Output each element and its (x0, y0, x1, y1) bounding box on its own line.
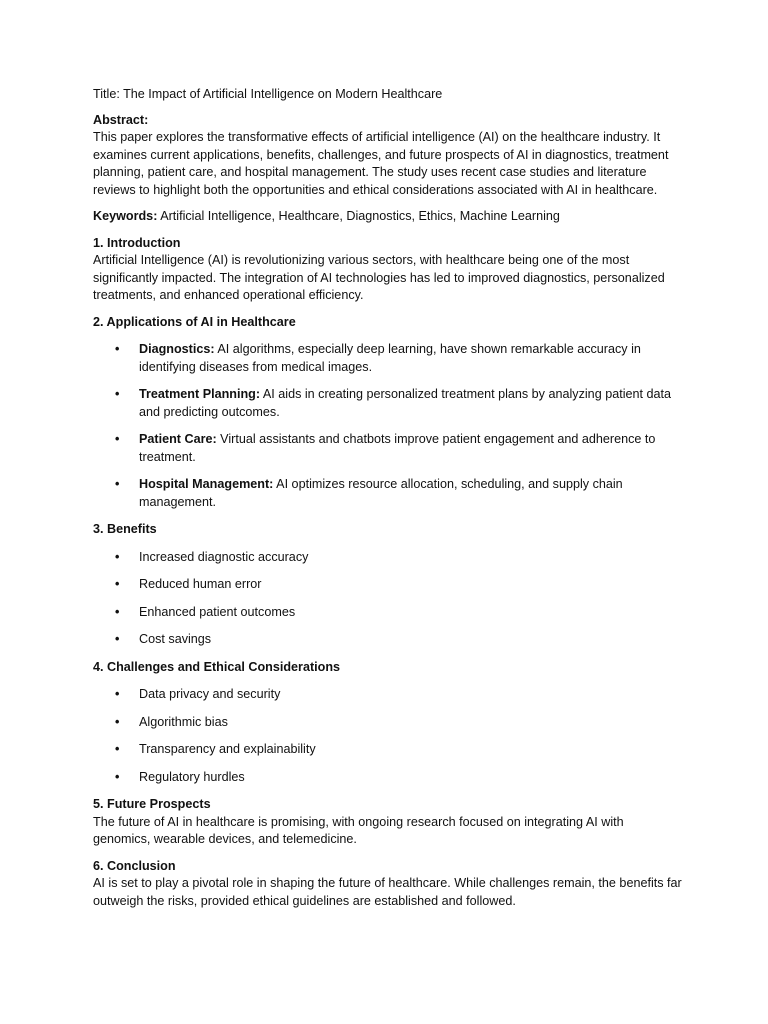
applications-section (93, 314, 683, 332)
list-item (93, 714, 683, 732)
bullet-icon: • (115, 714, 120, 729)
keywords-section (93, 208, 683, 226)
keywords-text: Artificial Intelligence, Healthcare, Diagnostics, Ethics, Machine Learning (157, 209, 560, 223)
bullet-icon: • (115, 342, 120, 356)
list-item-text: Increased diagnostic accuracy (139, 549, 309, 564)
list-item-text: Algorithmic bias (139, 714, 228, 729)
future-text: The future of AI in healthcare is promising, with ongoing research focused on integrating AI with genomics, wearable devices, and telemedicine. (93, 814, 624, 846)
keywords-label: Keywords: (93, 209, 158, 223)
list-item-label: Patient Care: (139, 432, 217, 446)
list-item-text: Reduced human error (139, 577, 262, 591)
list-item (93, 686, 683, 704)
bullet-icon: • (115, 769, 120, 784)
list-item-text: AI aids in creating personalized treatment plans by analyzing patient data and predicting outcomes. (139, 387, 672, 419)
future-section (93, 796, 683, 849)
bullet-icon: • (115, 432, 120, 446)
challenges-heading: 4. Challenges and Ethical Considerations (93, 659, 341, 674)
bullet-icon: • (115, 577, 120, 591)
list-item-text: AI optimizes resource allocation, scheduling, and supply chain management. (139, 477, 623, 509)
list-item-text: AI algorithms, especially deep learning, have shown remarkable accuracy in identifying diseases from medical images. (139, 342, 641, 374)
challenges-section (93, 659, 683, 677)
list-item-label: Hospital Management: (139, 477, 274, 491)
benefits-heading: 3. Benefits (93, 522, 157, 536)
bullet-icon: • (115, 687, 120, 701)
list-item (93, 631, 683, 649)
conclusion-text: AI is set to play a pivotal role in shaping the future of healthcare. While challenges remain, the benefits far outweigh the risks, provided ethical guidelines are established and followed. (93, 876, 682, 908)
list-item-label: Treatment Planning: (139, 387, 261, 401)
list-item-text: Data privacy and security (139, 687, 281, 701)
challenges-list (93, 686, 683, 786)
bullet-icon: • (115, 387, 120, 401)
bullet-icon: • (115, 604, 120, 619)
list-item (93, 431, 683, 466)
list-item (93, 741, 683, 759)
list-item (93, 386, 683, 421)
introduction-heading: 1. Introduction (93, 235, 181, 250)
list-item (93, 549, 683, 567)
list-item (93, 576, 683, 594)
conclusion-section (93, 858, 683, 911)
bullet-icon: • (115, 477, 120, 491)
list-item-text: Enhanced patient outcomes (139, 604, 296, 619)
list-item-text: Regulatory hurdles (139, 769, 245, 784)
list-item (93, 476, 683, 511)
bullet-icon: • (115, 742, 120, 756)
applications-list (93, 341, 683, 511)
document-page (93, 86, 683, 919)
applications-heading: 2. Applications of AI in Healthcare (93, 314, 296, 329)
abstract-text: This paper explores the transformative effects of artificial intelligence (AI) on the healthcare industry. It examines current applications, benefits, challenges, and future prospects of AI in diagnostics, treatment planning, patient care, and hospital management. The study uses recent case studies and literature reviews to highlight both the opportunities and ethical considerations associated with AI in healthcare. (93, 130, 669, 197)
conclusion-heading: 6. Conclusion (93, 858, 176, 873)
list-item (93, 341, 683, 376)
list-item-text: Virtual assistants and chatbots improve patient engagement and adherence to treatment. (139, 432, 656, 464)
bullet-icon: • (115, 632, 120, 646)
list-item (93, 769, 683, 787)
list-item-text: Cost savings (139, 632, 212, 646)
list-item (93, 604, 683, 622)
bullet-icon: • (115, 549, 120, 564)
abstract-heading: Abstract: (93, 112, 149, 127)
benefits-list (93, 549, 683, 649)
list-item-text: Transparency and explainability (139, 742, 316, 756)
future-heading: 5. Future Prospects (93, 797, 211, 811)
document-title: Title: The Impact of Artificial Intelligence on Modern Healthcare (93, 87, 443, 101)
introduction-text: Artificial Intelligence (AI) is revolutionizing various sectors, with healthcare being one of the most significantly impacted. The integration of AI technologies has led to improved diagnostics, personalized treatments, and enhanced operational efficiency. (93, 253, 665, 302)
benefits-section (93, 521, 683, 539)
introduction-section (93, 235, 683, 305)
list-item-label: Diagnostics: (139, 342, 215, 356)
abstract-section (93, 112, 683, 200)
